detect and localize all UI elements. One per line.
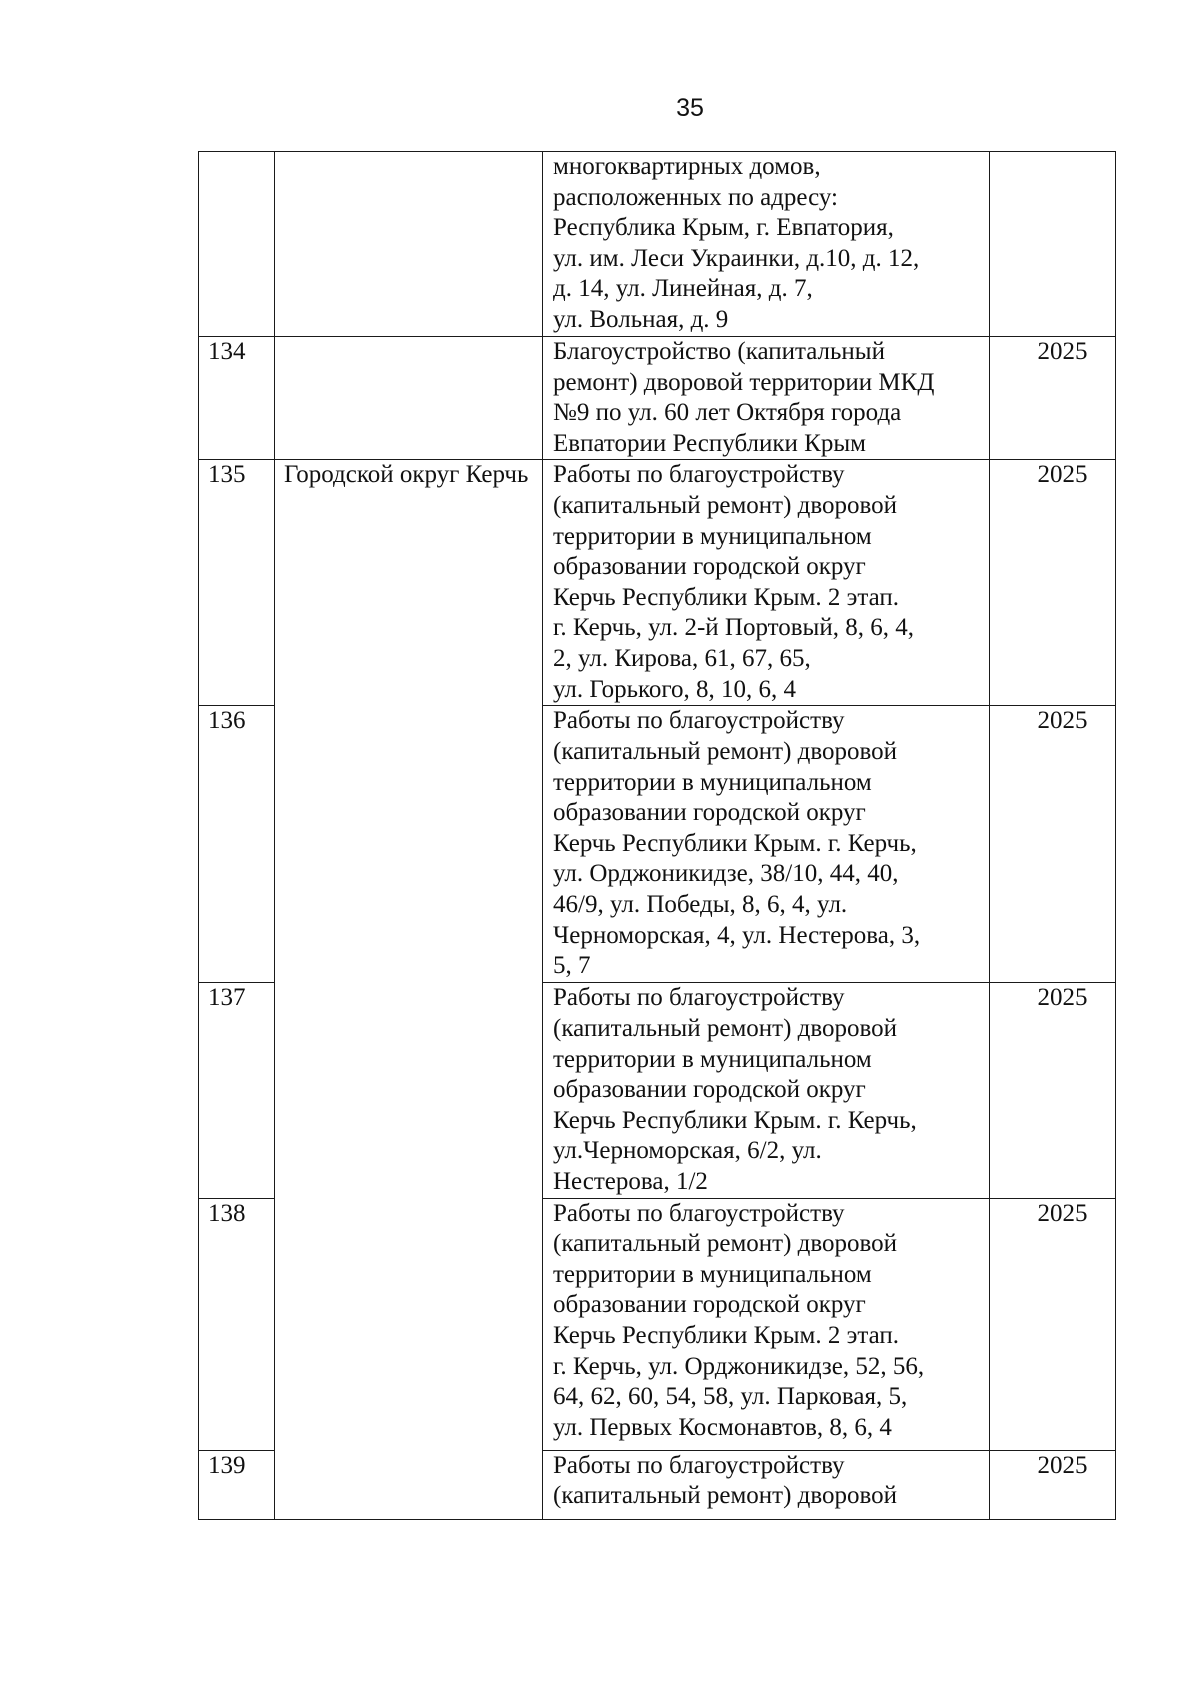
description-line: Керчь Республики Крым. 2 этап.	[553, 1321, 899, 1349]
description-line: ремонт) дворовой территории МКД	[553, 368, 935, 396]
description-cell	[543, 460, 990, 706]
description-cell	[543, 983, 990, 1198]
table-row	[199, 460, 1116, 706]
description-line: Евпатории Республики Крым	[553, 429, 866, 457]
year-cell	[990, 337, 1116, 460]
table-row	[199, 1198, 1116, 1450]
year-value: 2025	[1037, 1199, 1088, 1227]
row-number-cell: 139	[199, 1450, 275, 1519]
row-number-cell: 138	[199, 1198, 275, 1450]
year-cell	[990, 1198, 1116, 1450]
row-number-cell: 135	[199, 460, 275, 706]
row-number-cell: 136	[199, 706, 275, 983]
description-line: д. 14, ул. Линейная, д. 7,	[553, 275, 813, 303]
municipality-cell	[275, 152, 543, 337]
description-line: (капитальный ремонт) дворовой	[553, 491, 898, 519]
description-line: образовании городской округ	[553, 553, 866, 581]
works-table	[198, 151, 1116, 1520]
year-value: 2025	[1037, 984, 1088, 1012]
municipality-cell	[275, 706, 543, 983]
row-number-cell: 137	[199, 983, 275, 1198]
description-line: Работы по благоустройству	[553, 461, 845, 489]
description-line: территории в муниципальном	[553, 1045, 872, 1073]
description-line: территории в муниципальном	[553, 1260, 872, 1288]
description-line: образовании городской округ	[553, 1291, 866, 1319]
description-line: Работы по благоустройству	[553, 984, 845, 1012]
municipality-cell	[275, 1198, 543, 1450]
year-cell	[990, 152, 1116, 337]
description-line: 64, 62, 60, 54, 58, ул. Парковая, 5,	[553, 1383, 908, 1411]
year-value: 2025	[1037, 461, 1088, 489]
description-line: (капитальный ремонт) дворовой	[553, 1014, 898, 1042]
year-value: 2025	[1037, 338, 1088, 365]
description-line: Республика Крым, г. Евпатория,	[553, 214, 894, 242]
description-line: ул. им. Леси Украинки, д.10, д. 12,	[553, 244, 920, 272]
description-cell	[543, 337, 990, 460]
description-line: ул. Первых Космонавтов, 8, 6, 4	[553, 1413, 892, 1441]
description-line: Керчь Республики Крым. г. Керчь,	[553, 1106, 917, 1134]
description-line: Керчь Республики Крым. г. Керчь,	[553, 829, 917, 857]
description-line: образовании городской округ	[553, 799, 866, 827]
description-line: образовании городской округ	[553, 1076, 866, 1104]
year-cell	[990, 460, 1116, 706]
year-cell	[990, 706, 1116, 983]
municipality-cell	[275, 983, 543, 1198]
description-line: (капитальный ремонт) дворовой	[553, 1230, 898, 1258]
year-cell	[990, 983, 1116, 1198]
description-line: ул. Горького, 8, 10, 6, 4	[553, 675, 797, 703]
description-cell	[543, 152, 990, 337]
description-line: г. Керчь, ул. Орджоникидзе, 52, 56,	[553, 1352, 925, 1380]
description-line: Нестерова, 1/2	[553, 1167, 708, 1195]
description-cell	[543, 1450, 990, 1519]
description-line: расположенных по адресу:	[553, 183, 838, 211]
description-line: ул. Орджоникидзе, 38/10, 44, 40,	[553, 860, 899, 888]
page-number: 35	[676, 94, 704, 122]
description-line: многоквартирных домов,	[553, 153, 821, 180]
description-line: ул.Черноморская, 6/2, ул.	[553, 1137, 822, 1165]
description-line: 46/9, ул. Победы, 8, 6, 4, ул.	[553, 890, 848, 918]
municipality-cell	[275, 1450, 543, 1519]
municipality-cell	[275, 337, 543, 460]
municipality-cell: Городской округ Керчь	[275, 460, 543, 706]
description-line: г. Керчь, ул. 2-й Портовый, 8, 6, 4,	[553, 614, 914, 642]
table-row	[199, 706, 1116, 983]
description-line: территории в муниципальном	[553, 768, 872, 796]
description-line: (капитальный ремонт) дворовой	[553, 1482, 898, 1510]
description-line: Работы по благоустройству	[553, 707, 845, 735]
description-line: 2, ул. Кирова, 61, 67, 65,	[553, 644, 811, 672]
year-value: 2025	[1037, 707, 1088, 735]
description-cell	[543, 706, 990, 983]
description-line: №9 по ул. 60 лет Октября города	[553, 399, 902, 427]
year-value: 2025	[1037, 1451, 1088, 1479]
table-row	[199, 1450, 1116, 1519]
description-line: Работы по благоустройству	[553, 1199, 845, 1227]
description-line: территории в муниципальном	[553, 522, 872, 550]
description-line: 5, 7	[553, 952, 591, 980]
table-row	[199, 152, 1116, 337]
description-line: Работы по благоустройству	[553, 1451, 845, 1479]
table-row	[199, 983, 1116, 1198]
description-line: Черноморская, 4, ул. Нестерова, 3,	[553, 921, 921, 949]
table-row	[199, 337, 1116, 460]
description-line: (капитальный ремонт) дворовой	[553, 737, 898, 765]
row-number-cell: 134	[199, 337, 275, 460]
year-cell	[990, 1450, 1116, 1519]
description-line: Керчь Республики Крым. 2 этап.	[553, 583, 899, 611]
description-cell	[543, 1198, 990, 1450]
row-number-cell	[199, 152, 275, 337]
description-line: Благоустройство (капитальный	[553, 338, 885, 365]
description-line: ул. Вольная, д. 9	[553, 305, 729, 333]
